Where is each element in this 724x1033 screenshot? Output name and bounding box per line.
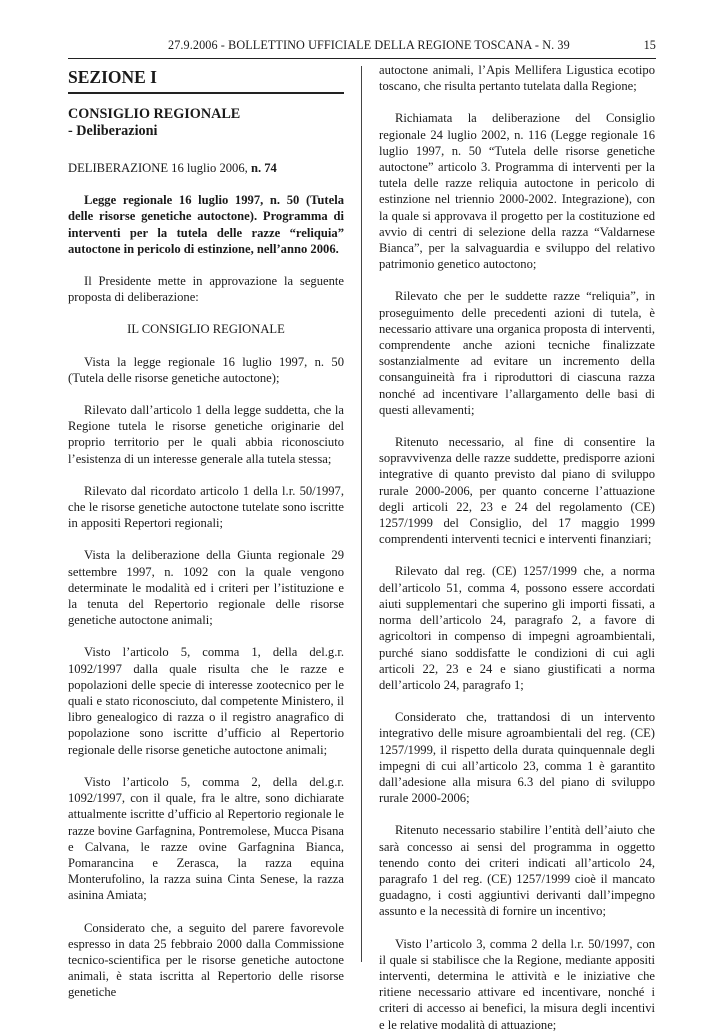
deliberazione-subject: Legge regionale 16 luglio 1997, n. 50 (Tutela delle risorse genetiche autoctone). Programma di interventi per la tutela delle razze “reliquia” autoctone in pericolo di estinzione, nell’anno 2006. xyxy=(68,193,344,256)
consiglio-line-2: - Deliberazioni xyxy=(68,123,158,139)
consiglio-line-1: CONSIGLIO REGIONALE xyxy=(68,106,241,122)
paragraph: Il Presidente mette in approvazione la seguente proposta di deliberazione: xyxy=(68,274,344,305)
paragraph: Vista la deliberazione della Giunta regionale 29 settembre 1997, n. 1092 con la quale vengono determinate le modalità ed i criteri per l’istituzione e la tenuta del Repertorio regionale delle risorse genetiche autoctone animali; xyxy=(68,548,344,628)
paragraph: Visto l’articolo 5, comma 2, della del.g.r. 1092/1997, con il quale, fra le altre, sono dichiarate attualmente iscritte d’ufficio al Repertorio regionale le razze bovine Garfagnina, Pontremolese, Mucca Pisana e Calvana, le razze ovine Garfagnina Bianca, Pomarancina e Zerasca, la razza equina Monterufolino, la razza suina Cinta Senese, la razza asinina Amiata; xyxy=(68,774,344,903)
header-rule xyxy=(68,58,656,59)
paragraph: Rilevato dal ricordato articolo 1 della l.r. 50/1997, che le risorse genetiche autoctone tutelate sono iscritte in appositi Repertori regionali; xyxy=(68,483,344,531)
running-header xyxy=(68,38,656,56)
paragraph: Rilevato che per le suddette razze “reliquia”, in proseguimento delle precedenti azioni di tutela, è necessario attivare una organica proposta di interventi, comprendente anche azioni tecniche finalizzate sostanzialmente ad evitare un incremento della consanguineità fra i riproduttori di ciascuna razza nonché ad incentivare l’allargamento delle basi di questi allevamenti; xyxy=(379,289,655,417)
consiglio-heading xyxy=(68,106,344,140)
council-heading: IL CONSIGLIO REGIONALE xyxy=(127,322,285,337)
paragraph: Visto l’articolo 3, comma 2 della l.r. 50/1997, con il quale si stabilisce che la Regione, mediante appositi interventi, determina le attività e le iniziative che ritiene necessario attivare ed incentivare, nonché i criteri di accesso ai benefici, la misura degli incentivi e le relative modalità di attuazione; xyxy=(379,936,655,1032)
paragraph: Richiamata la deliberazione del Consiglio regionale 24 luglio 2002, n. 116 (Legge regionale 16 luglio 1997, n. 50 “Tutela delle risorse genetiche autoctone” articolo 3. Programma di interventi per la tutela delle razze reliquia autoctone in pericolo di estinzione nel triennio 2000-2002. Integrazione), con la quale si approvava il progetto per la costituzione ed avvio di centri di selezione della razza “Valdarnese Bianca”, per la salvaguardia e sviluppo del relativo patrimonio genetico autoctono; xyxy=(379,111,655,272)
left-column xyxy=(68,62,344,1001)
column-divider xyxy=(361,66,362,962)
paragraph: Ritenuto necessario, al fine di consentire la sopravvivenza delle razze suddette, predisporre azioni integrative di quanto previsto dal piano di sviluppo rurale 2000-2006, per quanto concerne l’attuazione degli articoli 22, 23 e 24 del regolamento (CE) 1257/1999 del Consiglio, del 17 maggio 1999 comprendenti interventi tecnici e interventi finanziari; xyxy=(379,435,655,547)
paragraph: Visto l’articolo 5, comma 1, della del.g.r. 1092/1997 dalla quale risulta che le razze e popolazioni delle specie di interesse zootecnico per le quali e stato riconosciuto, dal competente Ministero, il libro genealogico di razza o il registro anagrafico di popolazione sono iscritte d’ufficio al Repertorio regionale delle risorse genetiche autoctone animali; xyxy=(68,645,344,757)
section-title: SEZIONE I xyxy=(68,66,344,94)
paragraph: Rilevato dall’articolo 1 della legge suddetta, che la Regione tutela le risorse genetiche originarie del proprio territorio per le quali abbia riconosciuto l’esistenza di un interesse generale alla tutela stessa; xyxy=(68,403,344,466)
paragraph: Vista la legge regionale 16 luglio 1997, n. 50 (Tutela delle risorse genetiche autoctone); xyxy=(68,354,344,385)
right-column xyxy=(379,62,655,1033)
paragraph: Considerato che, trattandosi di un intervento integrativo delle misure agroambientali del reg. (CE) 1257/1999, il rispetto della durata quinquennale degli impegni di cui all’articolo 23, comma 1 è garantito dall’adesione alla misura 6.3 del piano di sviluppo rurale 2000-2006; xyxy=(379,710,655,806)
paragraph: Rilevato dal reg. (CE) 1257/1999 che, a norma dell’articolo 51, comma 4, possono essere accordati aiuti supplementari che superino gli importi fissati, a norma dell’articolo 24, paragrafo 2, a favore di agricoltori in compenso di impegni agroambientali, purché siano soddisfatte le condizioni di cui agli articoli 22, 23 e 24 e siano giustificati a norma dell’articolo 24, paragrafo 1; xyxy=(379,564,655,692)
paragraph: Ritenuto necessario stabilire l’entità dell’aiuto che sarà concesso ai sensi del programma in oggetto tenendo conto dei criteri indicati all’articolo 24, paragrafo 1 del reg. (CE) 1257/1999 cioè il mancato guadagno, i costi aggiuntivi derivanti dall’impegno assunto e la necessità di fornire un incentivo; xyxy=(379,823,655,919)
deliberazione-number: n. 74 xyxy=(250,161,277,175)
page-number: 15 xyxy=(643,38,656,52)
paragraph: Considerato che, a seguito del parere favorevole espresso in data 25 febbraio 2000 dalla Commissione tecnico-scientifica per le risorse genetiche autoctone animali, è stata iscritta al Repertorio delle risorse genetiche xyxy=(68,920,344,1000)
deliberazione-prefix: DELIBERAZIONE 16 luglio 2006, xyxy=(68,161,251,175)
paragraph-continuation: autoctone animali, l’Apis Mellifera Ligustica ecotipo toscano, che risulta pertanto tutelata dalla Regione; xyxy=(379,63,655,94)
running-title: 27.9.2006 - BOLLETTINO UFFICIALE DELLA REGIONE TOSCANA - N. 39 xyxy=(168,38,570,52)
deliberazione-line xyxy=(68,160,344,176)
